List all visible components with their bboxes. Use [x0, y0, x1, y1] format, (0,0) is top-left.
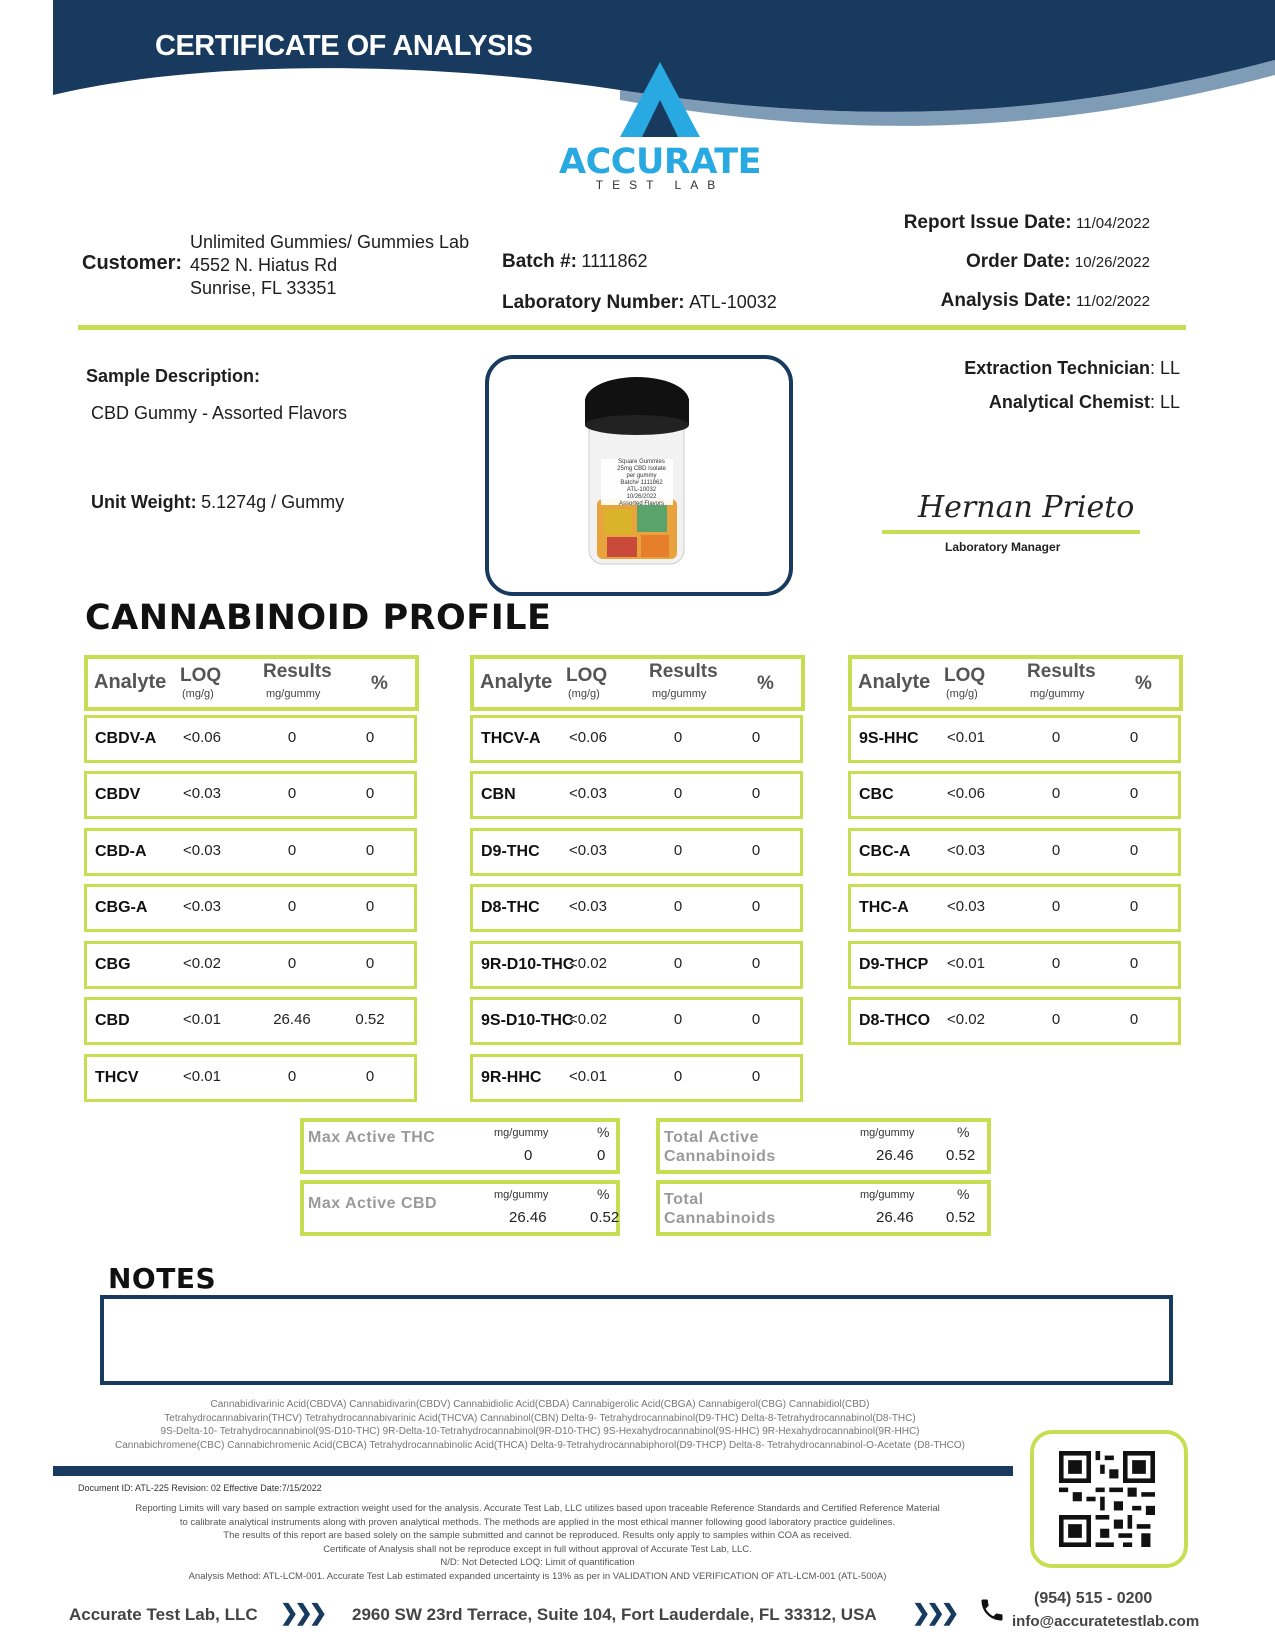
analyte-result: 0 — [1051, 898, 1061, 915]
footer-company: Accurate Test Lab, LLC — [69, 1605, 258, 1624]
analyte-percent: 0 — [751, 729, 761, 746]
analyte-name: D8-THCO — [859, 1012, 931, 1029]
analyte-name: THCV — [95, 1069, 139, 1086]
unit-weight — [91, 492, 344, 513]
analyte-percent: 0 — [1129, 1011, 1139, 1028]
header-results: Results — [263, 661, 332, 682]
analyte-name: CBN — [481, 786, 516, 803]
analyte-name: CBC — [859, 786, 894, 803]
analyte-loq: <0.06 — [183, 729, 221, 746]
analyte-percent: 0 — [365, 842, 375, 859]
analyte-result: 26.46 — [273, 1011, 311, 1028]
analyte-result: 0 — [673, 1068, 683, 1085]
max-active-thc-label: Max Active THC — [308, 1129, 436, 1146]
analyte-percent: 0 — [365, 955, 375, 972]
customer-city: Sunrise, FL 33351 — [190, 278, 337, 298]
total-active-mg: 26.46 — [876, 1147, 914, 1164]
analyte-result: 0 — [1051, 729, 1061, 746]
total-mg: 26.46 — [876, 1209, 914, 1226]
total-label-line1: Total — [664, 1191, 704, 1208]
analyte-percent: 0 — [365, 785, 375, 802]
header-loq: LOQ — [566, 665, 608, 686]
analyte-percent: 0 — [1129, 955, 1139, 972]
jar-label — [604, 459, 679, 508]
analyte-name: CBDV-A — [95, 730, 157, 747]
analyte-loq: <0.02 — [947, 1011, 985, 1028]
header-analyte: Analyte — [480, 671, 553, 693]
header-results-unit: mg/gummy — [1030, 688, 1085, 700]
analyte-name: THCV-A — [481, 730, 541, 747]
jar-label-line: 25mg CBD Isolate — [617, 466, 666, 472]
sample-description-value: CBD Gummy - Assorted Flavors — [91, 403, 348, 423]
footer-divider — [53, 1466, 1013, 1476]
footer-address: 2960 SW 23rd Terrace, Suite 104, Fort Lauderdale, FL 33312, USA — [352, 1605, 877, 1624]
order-date-value: 10/26/2022 — [1074, 254, 1150, 271]
analyte-result: 0 — [1051, 955, 1061, 972]
analyte-name: CBG-A — [95, 899, 148, 916]
extraction-technician — [880, 358, 1180, 379]
analyte-loq: <0.01 — [183, 1011, 221, 1028]
jar-label-line: ATL-10032 — [626, 487, 657, 493]
analyte-name: CBDV — [95, 786, 141, 803]
cannabinoid-glossary — [40, 1398, 1040, 1452]
analyte-name: THC-A — [859, 899, 909, 916]
disclaimer-line: Analysis Method: ATL-LCM-001. Accurate Test Lab estimated expanded uncertainty is 13% as per in VALIDATION AND VERIFICATION OF ATL-LCM-001 (ATL-500A) — [188, 1570, 887, 1582]
table-header — [84, 655, 419, 711]
analyte-result: 0 — [673, 842, 683, 859]
analyte-percent: 0 — [365, 1068, 375, 1085]
table-row — [470, 997, 803, 1045]
mg-unit-label: mg/gummy — [494, 1189, 549, 1201]
header-results-unit: mg/gummy — [652, 688, 707, 700]
analyte-percent: 0 — [751, 1011, 761, 1028]
analyte-name: 9S-HHC — [859, 730, 919, 747]
report-issue-value: 11/04/2022 — [1076, 215, 1150, 232]
header-loq: LOQ — [944, 665, 986, 686]
lab-number-value: ATL-10032 — [689, 292, 777, 312]
analyte-loq: <0.06 — [947, 785, 985, 802]
analyte-name: 9R-D10-THC — [481, 956, 575, 973]
disclaimer-line: Reporting Limits will vary based on sample extraction weight used for the analysis. Accurate Test Lab, LLC utilizes based upon traceable Reference Standards and Certified Reference Material — [135, 1503, 940, 1514]
lab-number-label: Laboratory Number: — [502, 292, 685, 313]
table-row — [84, 941, 417, 989]
analyte-result: 0 — [1051, 842, 1061, 859]
analyte-loq: <0.02 — [569, 1011, 607, 1028]
analyte-loq: <0.06 — [569, 729, 607, 746]
header-analyte: Analyte — [94, 671, 167, 693]
header-loq-unit: (mg/g) — [946, 688, 978, 700]
table-row — [470, 941, 803, 989]
jar-label-line: Assorted Flavors — [618, 501, 664, 507]
table-row — [848, 828, 1181, 876]
glossary-line: Cannabichromene(CBC) Cannabichromenic Acid(CBCA) Tetrahydrocannabinolic Acid(THCA) Delta-9-Tetrahydrocannabiphorol(D9-THCP) Delta-8- Tetrahydrocannabinol-O-Acetate (D8-THCO) — [115, 1439, 965, 1451]
total-cannabinoids-label — [664, 1190, 776, 1228]
table-row — [84, 771, 417, 819]
analyte-result: 0 — [673, 1011, 683, 1028]
total-pct: 0.52 — [946, 1209, 976, 1226]
analysis-date — [880, 290, 1150, 312]
analyte-percent: 0 — [365, 898, 375, 915]
qr-code-icon[interactable] — [1059, 1451, 1155, 1547]
analyte-result: 0 — [287, 898, 297, 915]
header-loq-unit: (mg/g) — [568, 688, 600, 700]
table-row — [848, 771, 1181, 819]
unit-weight-value: 5.1274g / Gummy — [201, 492, 345, 512]
header-percent: % — [1135, 673, 1152, 694]
analytical-chemist-value: : LL — [1149, 392, 1180, 412]
max-active-thc-pct: 0 — [597, 1147, 606, 1164]
analyte-loq: <0.01 — [947, 955, 985, 972]
max-active-cbd-label: Max Active CBD — [308, 1195, 438, 1212]
analyte-percent: 0 — [751, 842, 761, 859]
analytical-chemist-label: Analytical Chemist — [988, 392, 1150, 412]
header-analyte: Analyte — [858, 671, 931, 693]
max-active-cbd-pct: 0.52 — [590, 1209, 620, 1226]
analyte-name: CBD — [95, 1012, 130, 1029]
chevrons-icon: ❯❯❯ — [280, 1600, 324, 1625]
analyte-loq: <0.02 — [569, 955, 607, 972]
table-row — [848, 884, 1181, 932]
notes-title: NOTES — [108, 1262, 217, 1295]
glossary-line: Cannabidivarinic Acid(CBDVA) Cannabidivarin(CBDV) Cannabidiolic Acid(CBDA) Cannabigerolic Acid(CBGA) Cannabigerol(CBG) Cannabidiol(CBD) — [210, 1399, 870, 1410]
analyte-name: CBC-A — [859, 843, 911, 860]
batch-label: Batch #: — [502, 251, 577, 272]
table-row — [470, 1054, 803, 1102]
order-date — [880, 251, 1150, 273]
disclaimer-line: Certificate of Analysis shall not be reproduce except in full without approval of Accurate Test Lab, LLC. — [323, 1543, 752, 1555]
analyte-result: 0 — [673, 729, 683, 746]
logo-triangle-icon — [620, 62, 700, 137]
sample-photo-frame — [485, 355, 793, 596]
analyte-result: 0 — [287, 785, 297, 802]
manager-title: Laboratory Manager — [945, 540, 1061, 554]
document-info: Document ID: ATL-225 Revision: 02 Effective Date:7/15/2022 — [78, 1483, 322, 1493]
sample-description-label: Sample Description: — [86, 366, 261, 386]
qr-code-frame — [1030, 1430, 1188, 1568]
analyte-percent: 0 — [751, 1068, 761, 1085]
analyte-loq: <0.01 — [947, 729, 985, 746]
table-row — [470, 715, 803, 763]
pct-unit-label: % — [957, 1124, 970, 1140]
header-loq: LOQ — [180, 665, 222, 686]
disclaimer-line: N/D: Not Detected LOQ: Limit of quantification — [440, 1557, 635, 1568]
total-active-label-line1: Total Active — [664, 1129, 759, 1146]
unit-weight-label: Unit Weight: — [91, 492, 197, 512]
table-row — [84, 997, 417, 1045]
laboratory-number — [502, 292, 777, 314]
analyte-loq: <0.01 — [183, 1068, 221, 1085]
header-results: Results — [1027, 661, 1096, 682]
jar-label-line: per gummy — [626, 473, 657, 479]
analyte-result: 0 — [287, 1068, 297, 1085]
extraction-technician-value: : LL — [1149, 358, 1180, 378]
disclaimer-line: to calibrate analytical instruments along with proven analytical methods. The methods are applied in the most ethical manner following good laboratory practice guidelines. — [179, 1516, 896, 1528]
max-active-cbd-box — [300, 1180, 620, 1236]
header-percent: % — [371, 673, 388, 694]
header-percent: % — [757, 673, 774, 694]
max-active-thc-box — [300, 1118, 620, 1174]
header-divider — [78, 325, 1186, 330]
analyte-loq: <0.03 — [183, 842, 221, 859]
manager-signature: Hernan Prieto — [918, 490, 1135, 525]
analyte-result: 0 — [287, 729, 297, 746]
signature-line — [882, 530, 1140, 534]
analyte-percent: 0 — [365, 729, 375, 746]
analyte-loq: <0.03 — [947, 842, 985, 859]
table-header — [848, 655, 1183, 711]
analyte-name: CBD-A — [95, 843, 147, 860]
customer-address: 4552 N. Hiatus Rd — [190, 255, 338, 275]
disclaimer — [60, 1502, 1015, 1583]
mg-unit-label: mg/gummy — [860, 1127, 915, 1139]
analyte-name: D9-THC — [481, 843, 540, 860]
footer-email[interactable]: info@accuratetestlab.com — [1012, 1613, 1200, 1630]
analyte-result: 0 — [673, 785, 683, 802]
lab-logo — [550, 62, 770, 192]
analyte-percent: 0 — [1129, 842, 1139, 859]
customer-label: Customer: — [82, 252, 183, 274]
total-active-cannabinoids-label — [664, 1128, 776, 1166]
table-row — [470, 884, 803, 932]
analyte-name: 9S-D10-THC — [481, 1012, 574, 1029]
notes-content — [104, 1299, 1169, 1315]
header-results-unit: mg/gummy — [266, 688, 321, 700]
analyte-percent: 0 — [751, 785, 761, 802]
table-row — [848, 997, 1181, 1045]
analyte-loq: <0.02 — [183, 955, 221, 972]
analyte-loq: <0.03 — [183, 898, 221, 915]
table-header — [470, 655, 805, 711]
table-row — [84, 884, 417, 932]
analyte-percent: 0 — [751, 898, 761, 915]
analyte-percent: 0 — [1129, 898, 1139, 915]
analytical-chemist — [880, 392, 1180, 413]
table-row — [84, 715, 417, 763]
header-results: Results — [649, 661, 718, 682]
total-active-label-line2: Cannabinoids — [664, 1148, 776, 1165]
customer-name: Unlimited Gummies/ Gummies Lab — [190, 232, 470, 252]
total-active-cannabinoids-box — [656, 1118, 991, 1174]
total-label-line2: Cannabinoids — [664, 1210, 776, 1227]
analyte-name: 9R-HHC — [481, 1069, 542, 1086]
batch-value: 1111862 — [581, 251, 648, 271]
analyte-loq: <0.03 — [569, 785, 607, 802]
analyte-loq: <0.03 — [569, 842, 607, 859]
analyte-loq: <0.03 — [569, 898, 607, 915]
analyte-percent: 0.52 — [355, 1011, 385, 1028]
glossary-line: Tetrahydrocannabivarin(THCV) Tetrahydrocannabivarinic Acid(THCVA) Cannabinol(CBN) Delta-9- Tetrahydrocannabinol(D9-THC) Delta-8-Tetrahydrocannabinol(D8-THC) — [164, 1412, 916, 1424]
analyte-percent: 0 — [1129, 729, 1139, 746]
profile-title: CANNABINOID PROFILE — [85, 598, 552, 638]
batch-number — [502, 251, 648, 273]
analyte-result: 0 — [1051, 785, 1061, 802]
jar-label-line: 10/26/2022 — [626, 494, 657, 500]
logo-subtitle: TEST LAB — [595, 178, 725, 192]
notes-box — [100, 1295, 1173, 1385]
analyte-loq: <0.03 — [183, 785, 221, 802]
pct-unit-label: % — [597, 1124, 610, 1140]
pct-unit-label: % — [957, 1186, 970, 1202]
document-title: CERTIFICATE OF ANALYSIS — [155, 30, 533, 62]
table-row — [84, 828, 417, 876]
table-row — [848, 941, 1181, 989]
header-loq-unit: (mg/g) — [182, 688, 214, 700]
max-active-thc-mg: 0 — [524, 1147, 533, 1164]
chevrons-icon: ❯❯❯ — [912, 1600, 956, 1625]
mg-unit-label: mg/gummy — [860, 1189, 915, 1201]
glossary-line: 9S-Delta-10- Tetrahydrocannabinol(9S-D10-THC) 9R-Delta-10-Tetrahydrocannabinol(9R-D10-THC) 9S-Hexahydrocannabinol(9S-HHC) 9R-Hexahydrocannabinol(9R-HHC) — [160, 1426, 920, 1437]
analyte-result: 0 — [287, 842, 297, 859]
analyte-result: 0 — [1051, 1011, 1061, 1028]
total-cannabinoids-box — [656, 1180, 991, 1236]
analyte-name: CBG — [95, 956, 131, 973]
mg-unit-label: mg/gummy — [494, 1127, 549, 1139]
disclaimer-line: The results of this report are based solely on the sample submitted and cannot be reproduced. Results only apply to samples within COA as received. — [223, 1530, 852, 1541]
total-active-pct: 0.52 — [946, 1147, 976, 1164]
report-issue-date — [880, 212, 1150, 234]
analyte-name: D9-THCP — [859, 956, 929, 973]
footer-phone[interactable]: (954) 515 - 0200 — [1034, 1590, 1153, 1607]
analyte-result: 0 — [673, 898, 683, 915]
report-issue-label: Report Issue Date: — [903, 212, 1072, 233]
pct-unit-label: % — [597, 1186, 610, 1202]
analysis-date-label: Analysis Date: — [940, 290, 1072, 311]
jar-label-line: Batch# 1111862 — [620, 480, 663, 486]
order-date-label: Order Date: — [965, 251, 1071, 272]
analyte-name: D8-THC — [481, 899, 540, 916]
phone-icon — [978, 1596, 1006, 1624]
jar-label-line: Square Gummies — [618, 459, 665, 465]
table-row — [848, 715, 1181, 763]
table-row — [470, 828, 803, 876]
table-row — [470, 771, 803, 819]
logo-name: ACCURATE — [559, 142, 761, 182]
table-row — [84, 1054, 417, 1102]
analysis-date-value: 11/02/2022 — [1076, 293, 1150, 310]
analyte-percent: 0 — [751, 955, 761, 972]
max-active-cbd-mg: 26.46 — [509, 1209, 547, 1226]
analyte-result: 0 — [287, 955, 297, 972]
analyte-result: 0 — [673, 955, 683, 972]
analyte-loq: <0.01 — [569, 1068, 607, 1085]
extraction-technician-label: Extraction Technician — [964, 358, 1150, 378]
analyte-loq: <0.03 — [947, 898, 985, 915]
analyte-percent: 0 — [1129, 785, 1139, 802]
